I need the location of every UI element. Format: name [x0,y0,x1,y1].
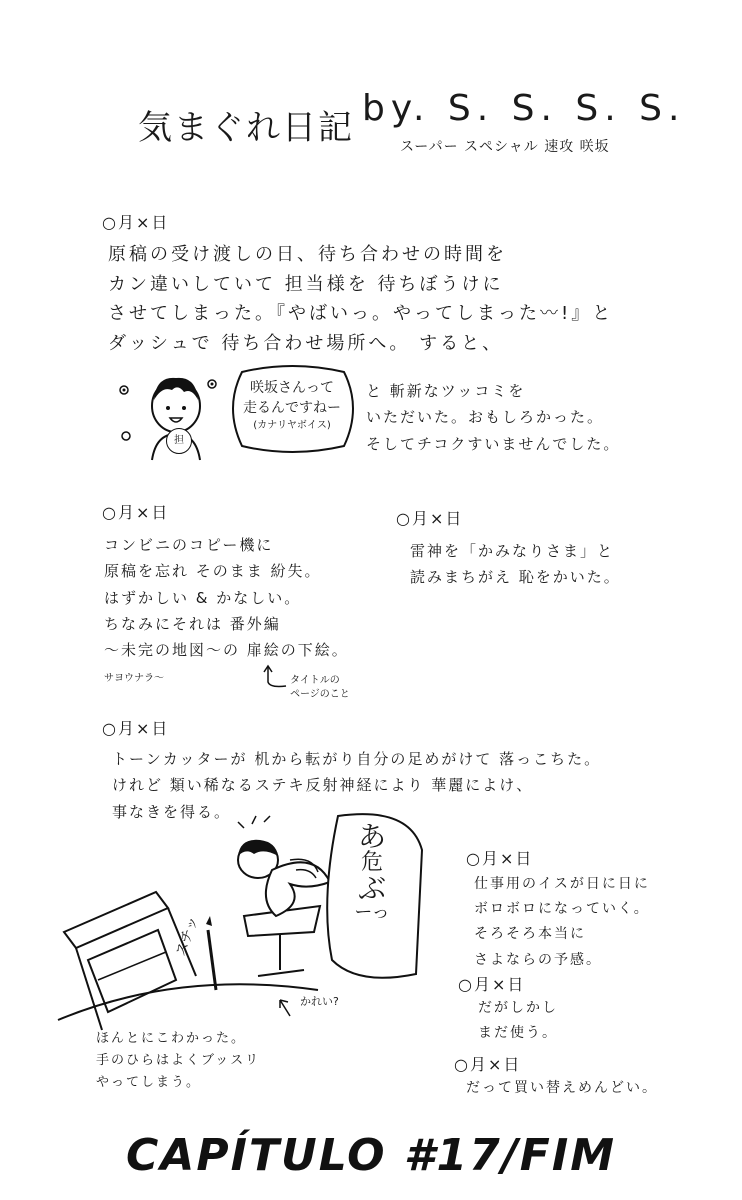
caption-line: ほんとにこわかった。 [96,1031,247,1046]
entry-line: 事なきを得る。 [112,802,232,821]
entry-line: さよならの予感。 [474,951,602,968]
arrow-caption: かれい? [300,995,339,1008]
entry-line: 〜未完の地図〜の 扉絵の下絵。 [104,641,349,659]
entry-line: カン違いしていて 担当様を 待ちぼうけに [108,273,504,295]
entry-date: ○月×日 [102,503,170,522]
entry-text [478,996,558,1046]
annotation-line: タイトルの [290,675,340,686]
shout-char: ーっ [354,901,390,923]
entry-aside: サヨウナラ〜 [104,673,164,684]
entry-line: けれど 類い稀なるステキ反射神経により 華麗によけ、 [112,776,534,795]
entry-text [474,872,650,973]
byline-subtitle: スーパー スペシャル 速攻 咲坂 [400,139,610,155]
speech-bubble [236,378,348,433]
entry-text [410,538,621,591]
entry-line: そしてチコクすいませんでした。 [366,434,621,453]
entry-date: ○月×日 [466,849,534,868]
entry-line: 仕事用のイスが日に日に [474,876,650,892]
entry-line: だって買い替えめんどい。 [466,1080,658,1096]
bubble-line: 咲坂さんって [250,380,334,396]
bubble-line: 走るんですねー [243,400,341,417]
chapter-end-caption: CAPÍTULO #17/FIM [125,1130,617,1181]
annotation-arrow-icon [262,664,290,690]
entry-line: 読みまちがえ 恥をかいた。 [410,568,621,587]
sound-effect: スチッ [172,914,202,959]
entry-line: ちなみにそれは 番外編 [104,614,281,633]
entry-line: まだ使う。 [478,1025,558,1042]
entry-line: だがしかし [478,1000,558,1016]
entry-line: 原稿の受け渡しの日、待ち合わせの時間を [108,244,507,265]
entry-text [108,240,613,359]
entry-line: はずかしい & かなしい。 [104,588,302,607]
entry-date: ○月×日 [102,213,170,232]
entry-line: 原稿を忘れ そのまま 紛失。 [104,562,322,581]
shout-char-alt: 危 [360,850,383,876]
entry-annotation [290,674,350,702]
entry-date: ○月×日 [396,509,464,528]
shout-char: あ [357,820,386,853]
entry-line: コンビニのコピー機に [104,536,274,554]
annotation-line: ページのこと [290,689,350,700]
entry-line: させてしまった。『やばいっ。やってしまった〰!』と [108,303,614,325]
entry-date: ○月×日 [102,719,170,738]
entry-line: いただいた。おもしろかった。 [366,408,605,427]
entry-line: そろそろ本当に [474,926,586,943]
bubble-note: (カナリヤボイス) [253,419,331,431]
entry-date: ○月×日 [454,1055,522,1074]
caption-line: 手のひらはよくブッスリ [96,1053,261,1069]
diary-title: 気まぐれ日記 [138,108,354,148]
entry-text [466,1076,658,1101]
entry-line: トーンカッターが 机から転がり自分の足めがけて 落っこちた。 [112,750,602,768]
editor-badge: 担 [166,428,192,454]
entry-line: ダッシュで 待ち合わせ場所へ。 すると、 [108,333,504,355]
shout-char: ぶ [357,872,386,906]
byline: by. S. S. S. S. [362,88,686,129]
caption-line: やってしまう。 [96,1075,202,1091]
shout-text [340,822,404,923]
entry-text [104,532,349,663]
entry-date: ○月×日 [458,975,526,994]
entry-line: 雷神を「かみなりさま」と [410,542,615,560]
entry-line: ボロボロになっていく。 [474,901,650,918]
entry-text-continued [366,378,620,457]
illustration-caption [96,1028,260,1094]
entry-line: と 斬新なツッコミを [366,382,526,400]
